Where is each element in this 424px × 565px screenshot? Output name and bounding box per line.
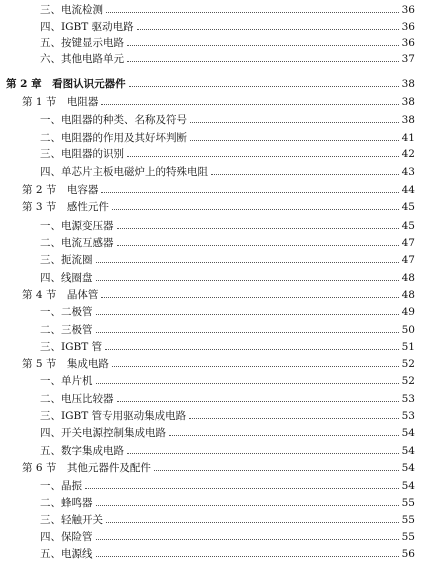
toc-entry-label: 三、电流检测 — [40, 3, 103, 16]
toc-entry-row — [0, 19, 424, 33]
toc-entry-row — [0, 322, 424, 336]
toc-entry-label: 三、电阻器的识别 — [40, 148, 124, 161]
toc-page-number: 54 — [401, 444, 415, 457]
toc-page-number: 52 — [401, 357, 415, 370]
toc-entry-label: 三、IGBT 管专用驱动集成电路 — [40, 410, 187, 423]
toc-entry-label: 五、电源线 — [40, 548, 93, 561]
toc-entry-label: 五、数字集成电路 — [40, 444, 124, 457]
toc-page-number: 45 — [401, 201, 415, 214]
toc-entry-label: 四、单芯片主板电磁炉上的特殊电阻 — [40, 165, 208, 178]
toc-page-number: 36 — [401, 20, 415, 33]
toc-entry-row — [0, 425, 424, 439]
toc-entry-label: 三、扼流圈 — [40, 253, 93, 266]
dot-leader — [96, 280, 399, 281]
toc-entry-label: 四、线圈盘 — [40, 271, 93, 284]
toc-page-number: 48 — [401, 289, 415, 302]
toc-page-number: 44 — [401, 184, 415, 197]
dot-leader — [112, 366, 399, 367]
dot-leader — [127, 156, 399, 157]
toc-page-number: 55 — [401, 530, 415, 543]
toc-page-number: 38 — [401, 77, 415, 90]
toc-page-number: 36 — [401, 3, 415, 16]
toc-section-row — [0, 94, 424, 108]
toc-entry-row — [0, 130, 424, 144]
dot-leader — [127, 45, 399, 46]
toc-entry-label: 三、IGBT 管 — [40, 341, 103, 353]
dot-leader — [96, 314, 399, 315]
toc-entry-row — [0, 218, 424, 232]
toc-page-number: 42 — [401, 148, 415, 161]
dot-leader — [190, 140, 399, 141]
toc-entry-row — [0, 2, 424, 16]
toc-entry-row — [0, 304, 424, 318]
toc-page-number: 54 — [401, 462, 415, 475]
dot-leader — [112, 209, 399, 210]
toc-entry-label: 第 6 节 其他元器件及配件 — [22, 462, 151, 475]
toc-entry-row — [0, 252, 424, 266]
dot-leader — [106, 12, 399, 13]
dot-leader — [154, 470, 399, 471]
toc-page-number: 56 — [401, 548, 415, 561]
toc-entry-label: 五、按键显示电路 — [40, 37, 124, 50]
toc-page-number: 45 — [401, 219, 415, 232]
toc-entry-label: 第 3 节 感性元件 — [22, 201, 109, 214]
toc-entry-row — [0, 146, 424, 160]
toc-entry-label: 一、晶振 — [40, 479, 82, 492]
dot-leader — [96, 262, 399, 263]
toc-page-number: 55 — [401, 496, 415, 509]
toc-entry-row — [0, 164, 424, 178]
dot-leader — [127, 453, 399, 454]
toc-page-number: 54 — [401, 479, 415, 492]
toc-entry-row — [0, 478, 424, 492]
dot-leader — [105, 349, 399, 350]
toc-page-number: 53 — [401, 392, 415, 405]
toc-section-row — [0, 460, 424, 474]
toc-entry-row — [0, 112, 424, 126]
toc-entry-label: 一、电阻器的种类、名称及符号 — [40, 114, 187, 127]
toc-entry-row — [0, 35, 424, 49]
dot-leader — [96, 556, 399, 557]
toc-chapter-row — [0, 76, 424, 90]
toc-entry-row — [0, 373, 424, 387]
dot-leader — [106, 522, 399, 523]
toc-entry-label: 一、电源变压器 — [40, 219, 114, 232]
dot-leader — [101, 192, 398, 193]
toc-entry-label: 二、电流互感器 — [40, 237, 114, 250]
dot-leader — [129, 86, 399, 87]
toc-section-row — [0, 356, 424, 370]
dot-leader — [96, 505, 399, 506]
toc-page-number: 37 — [401, 52, 415, 65]
toc-page-number: 51 — [401, 341, 415, 353]
toc-page-number: 52 — [401, 375, 415, 388]
toc-section-row — [0, 287, 424, 301]
dot-leader — [117, 401, 399, 402]
toc-entry-row — [0, 339, 424, 353]
toc-section-row — [0, 199, 424, 213]
toc-page-number: 54 — [401, 427, 415, 440]
dot-leader — [101, 297, 398, 298]
toc-entry-row — [0, 512, 424, 526]
toc-entry-label: 第 1 节 电阻器 — [22, 95, 99, 108]
toc-entry-row — [0, 391, 424, 405]
toc-entry-label: 二、电压比较器 — [40, 392, 114, 405]
dot-leader — [117, 245, 399, 246]
dot-leader — [137, 29, 399, 30]
toc-entry-row — [0, 235, 424, 249]
toc-entry-label: 一、单片机 — [40, 375, 93, 388]
toc-entry-label: 四、IGBT 驱动电路 — [40, 20, 134, 33]
toc-page-number: 48 — [401, 271, 415, 284]
toc-page-number: 53 — [401, 410, 415, 423]
toc-page-number: 47 — [401, 237, 415, 250]
toc-page-number: 50 — [401, 324, 415, 337]
dot-leader — [211, 174, 399, 175]
toc-entry-label: 二、电阻器的作用及其好坏判断 — [40, 131, 187, 144]
toc-page-number: 55 — [401, 514, 415, 527]
dot-leader — [190, 122, 399, 123]
toc-entry-row — [0, 443, 424, 457]
toc-entry-row — [0, 546, 424, 560]
toc-entry-label: 四、开关电源控制集成电路 — [40, 427, 166, 440]
toc-page-number: 38 — [401, 114, 415, 127]
toc-entry-label: 第 5 节 集成电路 — [22, 357, 109, 370]
toc-entry-row — [0, 270, 424, 284]
toc-entry-label: 二、蜂鸣器 — [40, 496, 93, 509]
dot-leader — [127, 61, 399, 62]
dot-leader — [169, 435, 399, 436]
toc-entry-row — [0, 495, 424, 509]
dot-leader — [96, 383, 399, 384]
toc-page-number: 43 — [401, 165, 415, 178]
dot-leader — [96, 539, 399, 540]
dot-leader — [189, 418, 399, 419]
toc-page-number: 36 — [401, 37, 415, 50]
toc-entry-label: 第 4 节 晶体管 — [22, 289, 99, 302]
toc-entry-label: 二、三极管 — [40, 324, 93, 337]
toc-entry-label: 一、二极管 — [40, 305, 93, 318]
toc-entry-label: 六、其他电路单元 — [40, 52, 124, 65]
toc-entry-label: 第 2 章 看图认识元器件 — [6, 77, 126, 90]
toc-page-number: 38 — [401, 95, 415, 108]
toc-entry-label: 第 2 节 电容器 — [22, 184, 99, 197]
dot-leader — [85, 488, 399, 489]
toc-section-row — [0, 182, 424, 196]
toc-page-number: 49 — [401, 305, 415, 318]
toc-entry-label: 四、保险管 — [40, 530, 93, 543]
toc-entry-row — [0, 51, 424, 65]
toc-page-number: 41 — [401, 131, 415, 144]
dot-leader — [101, 104, 398, 105]
dot-leader — [96, 332, 399, 333]
toc-entry-row — [0, 529, 424, 543]
dot-leader — [117, 228, 399, 229]
toc-entry-row — [0, 408, 424, 422]
toc-page-number: 47 — [401, 253, 415, 266]
toc-entry-label: 三、轻触开关 — [40, 514, 103, 527]
